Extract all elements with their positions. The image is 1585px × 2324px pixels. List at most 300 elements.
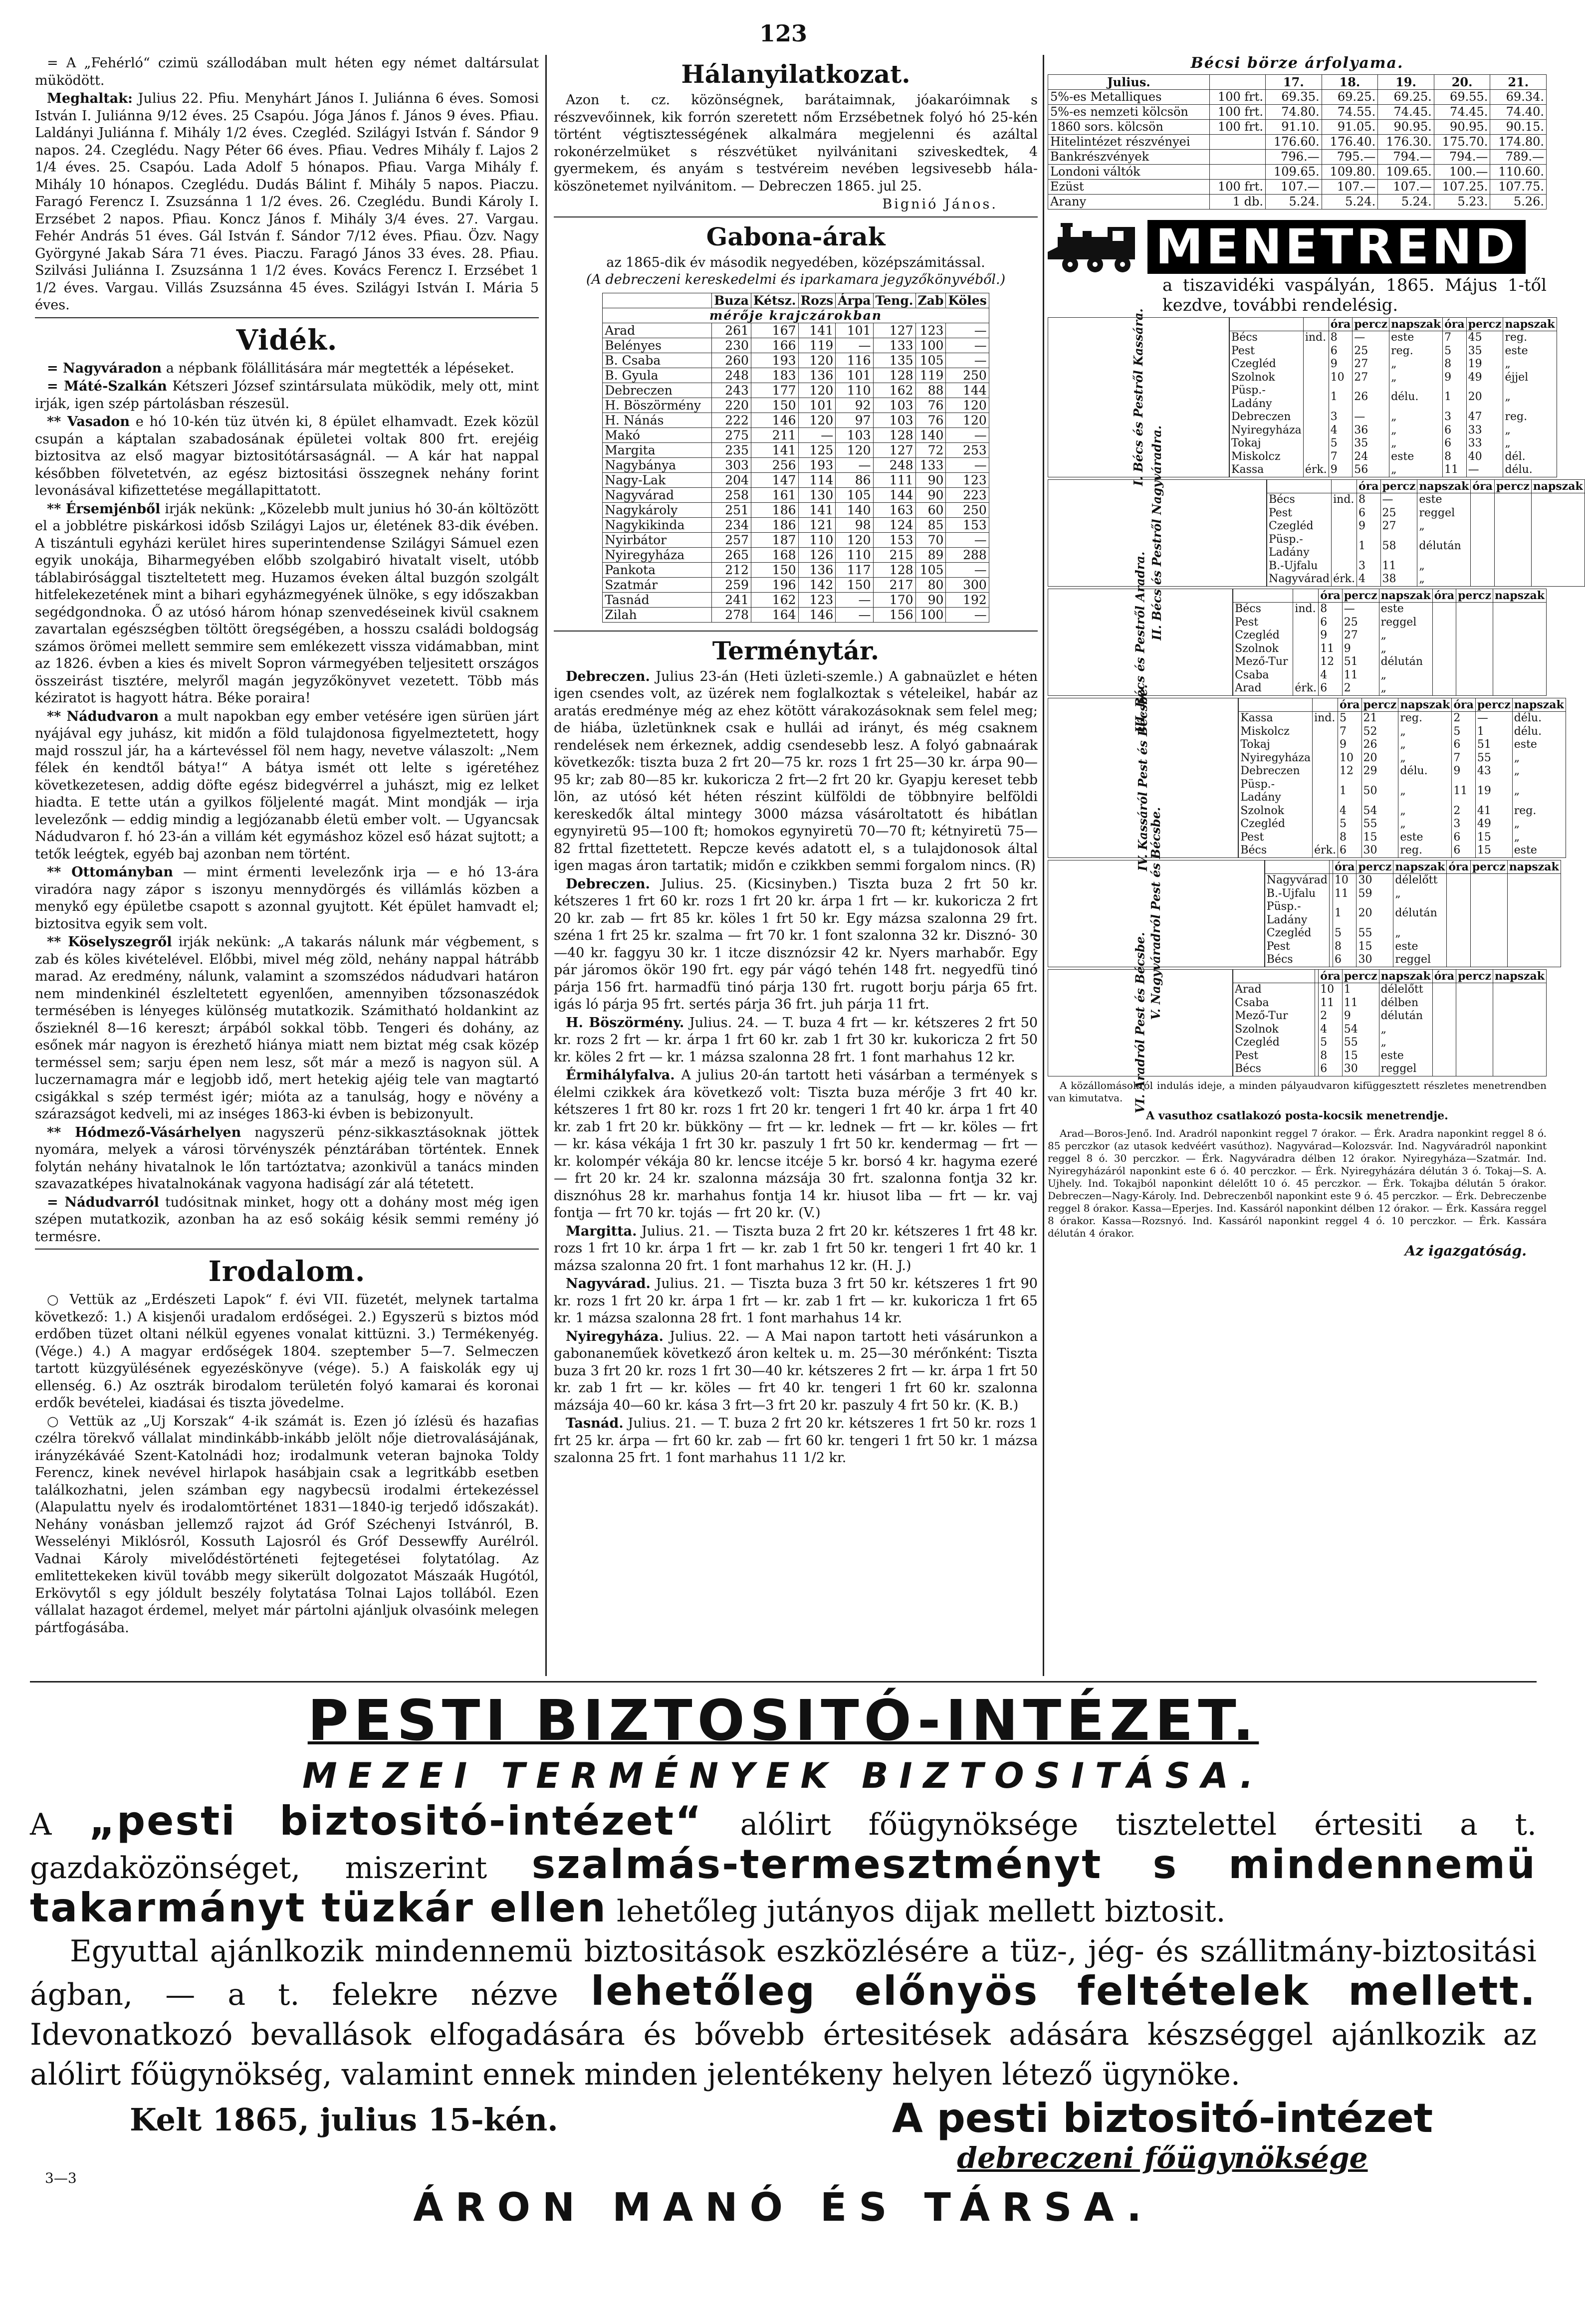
ad-signature-agency: debreczeni főügynöksége: [957, 2141, 1368, 2175]
timetable-cell: [1493, 1036, 1546, 1050]
divider: [554, 216, 1038, 217]
timetable-cell: [1447, 953, 1471, 967]
timetable-route-text: II. Bécs és Pestről Nagyváradra.: [1149, 425, 1164, 640]
timetable-cell: 6: [1452, 831, 1476, 845]
timetable-cell: 2: [1319, 1010, 1343, 1023]
news-lead: ** Köselyszegről: [47, 934, 172, 950]
timetable-cell: 1: [1338, 778, 1361, 805]
market-lead: Debreczen.: [566, 668, 650, 684]
timetable-header-cell: óra: [1443, 317, 1467, 331]
timetable-header-cell: napszak: [1493, 589, 1546, 603]
timetable-cell: [1315, 1023, 1319, 1037]
timetable-cell: 11: [1319, 997, 1343, 1010]
print-mark: 3—3: [45, 2170, 77, 2186]
timetable-cell: [1432, 1050, 1456, 1063]
timetable-cell: [1470, 874, 1507, 887]
timetable-header-cell: percz: [1380, 479, 1417, 493]
grain-row: [603, 607, 989, 622]
market-text: Julius. 21. — Tiszta buza 2 frt 20 kr. kétszeres 1 frt 48 kr. rozs 1 frt 10 kr. árpa 1 frt — kr. zab 1 frt 50 kr. tengeri 1 frt 40 kr. 1 mázsa szalonna 20 frt. 1 font marhahus 12 kr. (H. J.): [554, 1223, 1038, 1273]
bourse-value-cell: 109.80.: [1322, 164, 1378, 179]
grain-price-cell: —: [946, 323, 989, 338]
timetable-cell: 5: [1333, 927, 1357, 940]
grain-city-cell: B. Csaba: [603, 353, 712, 368]
news-paragraph: [35, 864, 539, 933]
timetable-cell: [1507, 927, 1561, 940]
timetable-cell: ind.: [1313, 712, 1338, 725]
timetable-cell: 9: [1342, 642, 1379, 656]
grain-price-cell: 89: [915, 547, 946, 562]
grain-city-cell: Pankota: [603, 562, 712, 577]
timetable-station: Csaba: [1233, 669, 1293, 682]
timetable-cell: érk.: [1332, 573, 1357, 586]
bourse-value-cell: 174.80.: [1490, 134, 1547, 149]
timetable-route-label: [1048, 684, 1239, 871]
news-text: Kétszeri József szintársulata müködik, mely ott, mint irják, igen szép pártolásban részesül.: [35, 379, 539, 412]
timetable-cell: ind.: [1332, 493, 1357, 507]
timetable-cell: [1432, 997, 1456, 1010]
ad-date: Kelt 1865, julius 15-kén.: [130, 2102, 558, 2138]
timetable-cell: 9: [1342, 1010, 1379, 1023]
timetable-route-label: [1048, 551, 1233, 733]
grain-city-cell: Makó: [603, 427, 712, 442]
timetable-cell: 4: [1319, 669, 1343, 682]
timetable-cell: [1493, 1010, 1546, 1023]
timetable-header-cell: percz: [1342, 589, 1379, 603]
timetable-station: Mező-Tur: [1233, 1010, 1315, 1023]
timetable-station: Kassa: [1229, 463, 1303, 477]
timetable-cell: 25: [1342, 616, 1379, 630]
grain-price-cell: 135: [873, 353, 915, 368]
timetable-cell: 20: [1466, 384, 1503, 411]
timetable-cell: 55: [1475, 752, 1512, 765]
timetable-cell: 8: [1319, 603, 1343, 616]
timetable-cell: 10: [1319, 983, 1343, 997]
grain-price-cell: 256: [751, 457, 798, 472]
grain-price-cell: 234: [712, 517, 751, 532]
timetable-cell: [1303, 384, 1329, 411]
bourse-value-cell: 90.95.: [1378, 119, 1434, 134]
timetable-header-cell: óra: [1447, 860, 1471, 874]
timetable-station: Nagyvárad: [1265, 874, 1330, 887]
timetable-station: Arad: [1233, 682, 1293, 695]
bourse-value-cell: 176.40.: [1322, 134, 1378, 149]
timetable-cell: délben: [1379, 997, 1432, 1010]
timetable-header-cell: napszak: [1503, 317, 1557, 331]
timetable-cell: 6: [1452, 844, 1476, 857]
divider: [30, 1681, 1537, 1683]
timetable-cell: 20: [1361, 752, 1398, 765]
timetable-cell: „: [1389, 424, 1443, 437]
grain-price-cell: 119: [798, 338, 836, 353]
grain-price-cell: 110: [836, 547, 873, 562]
timetable-cell: [1432, 642, 1456, 656]
timetable-cell: 11: [1319, 642, 1343, 656]
timetable-cell: [1507, 940, 1561, 954]
timetable-cell: [1329, 900, 1333, 927]
timetable-station: Tokaj: [1229, 437, 1303, 450]
timetable-cell: „: [1503, 384, 1557, 411]
news-paragraph: [35, 1194, 539, 1246]
bourse-value-cell: 109.65.: [1378, 164, 1434, 179]
timetable-cell: 21: [1361, 712, 1398, 725]
news-lead: ** Hódmező-Vásárhelyen: [47, 1124, 241, 1140]
bourse-value-cell: 5.24.: [1322, 194, 1378, 209]
timetable-cell: [1315, 983, 1319, 997]
timetable-header-cell: percz: [1470, 860, 1507, 874]
timetable-banner: [1048, 214, 1547, 279]
timetable-cell: [1303, 450, 1329, 464]
grain-price-cell: 126: [798, 547, 836, 562]
grain-price-cell: 98: [836, 517, 873, 532]
timetable-cell: 5: [1338, 818, 1361, 831]
timetable-cell: „: [1398, 778, 1452, 805]
timetable-header-cell: óra: [1432, 589, 1456, 603]
timetable-cell: [1493, 616, 1546, 630]
timetable-cell: 4: [1338, 805, 1361, 818]
grain-price-cell: 163: [873, 502, 915, 517]
timetable-cell: 4: [1357, 573, 1380, 586]
timetable-cell: [1447, 874, 1471, 887]
bourse-value-cell: 5.23.: [1434, 194, 1490, 209]
timetable-cell: 5: [1329, 437, 1353, 450]
market-paragraph: [554, 1015, 1038, 1066]
grain-price-cell: 167: [751, 323, 798, 338]
timetable-cell: „: [1512, 765, 1566, 778]
grain-price-cell: —: [946, 532, 989, 547]
timetable-cell: [1293, 616, 1319, 630]
grain-price-cell: 141: [798, 323, 836, 338]
grain-price-cell: 100: [915, 338, 946, 353]
grain-city-cell: Nagykikinda: [603, 517, 712, 532]
market-paragraph: [554, 1067, 1038, 1222]
grain-price-cell: 146: [798, 607, 836, 622]
bourse-value-cell: 1 db.: [1210, 194, 1266, 209]
grain-city-cell: Nagyvárad: [603, 487, 712, 502]
grain-price-cell: 85: [915, 517, 946, 532]
timetable-header-cell: óra: [1329, 317, 1353, 331]
grain-price-cell: 127: [873, 442, 915, 457]
grain-price-cell: 128: [873, 368, 915, 383]
bourse-value-cell: 74.40.: [1490, 104, 1547, 119]
grain-price-cell: 170: [873, 592, 915, 607]
timetable-station: Miskolcz: [1238, 725, 1312, 739]
page-number: 123: [759, 20, 808, 47]
timetable-cell: „: [1398, 725, 1452, 739]
grain-price-cell: 110: [836, 383, 873, 398]
grain-price-cell: 120: [836, 442, 873, 457]
news-text: e hó 10-kén tüz ütvén ki, 8 épület elhamvadt. Ezek közül csupán a káptalan szabadosának épületei voltak 800 frt. erejéig biztositva az első magyar biztositótársaságnál. — A kár hat nappal későbben fölvetetvén, az egész biztositási összegnek nehány forint levonásával kifizettetése megállapittatott.: [35, 414, 539, 498]
grain-city-cell: Nagy-Lak: [603, 472, 712, 487]
timetable-cell: [1456, 1062, 1493, 1076]
grain-price-cell: —: [946, 338, 989, 353]
bourse-value-cell: 69.55.: [1434, 89, 1490, 104]
timetable-cell: 26: [1361, 738, 1398, 752]
timetable-cell: [1531, 507, 1585, 520]
column-left: [35, 55, 539, 1638]
column-divider: [1043, 55, 1044, 1676]
grain-header-cell: Rozs: [798, 293, 836, 308]
grain-price-table: [602, 293, 989, 623]
news-paragraph: [35, 360, 539, 378]
insurance-advertisement: [30, 1689, 1537, 2235]
timetable-cell: délután: [1379, 655, 1432, 669]
timetable-cell: [1332, 507, 1357, 520]
timetable-cell: [1493, 682, 1546, 695]
deaths-lead: Meghaltak:: [47, 91, 133, 106]
news-text: — mint érmenti levelezőnk irja — e hó 13-ára viradóra nagy zápor s iszonyu mennydörgés és villámlás közben a menykő egy épületbe csapott s azonnal gyujtott. Két épület hamvadt el; biztositva egyik sem volt.: [35, 864, 539, 932]
divider: [35, 1249, 539, 1250]
timetable-cell: „: [1379, 682, 1432, 695]
timetable-cell: [1456, 1050, 1493, 1063]
news-paragraph: = A „Fehérló“ czimü szállodában mult héten egy német daltársulat müködött.: [35, 55, 539, 88]
ad-title: PESTI BIZTOSITÓ-INTÉZET.: [307, 1689, 1259, 1753]
timetable-header-row: [1048, 969, 1547, 983]
timetable-cell: 7: [1338, 725, 1361, 739]
grain-price-cell: 101: [836, 368, 873, 383]
timetable-station: B.-Ujfalu: [1265, 887, 1330, 901]
grain-header-cell: Zab: [915, 293, 946, 308]
timetable-cell: „: [1398, 738, 1452, 752]
grain-price-cell: 166: [751, 338, 798, 353]
bourse-header-row: [1048, 74, 1547, 89]
timetable-cell: 51: [1342, 655, 1379, 669]
timetable-header-cell: [1233, 969, 1315, 983]
timetable-cell: 9: [1329, 358, 1353, 371]
timetable-cell: „: [1503, 358, 1557, 371]
timetable-station: Czegléd: [1267, 520, 1332, 533]
timetable-header-cell: napszak: [1512, 698, 1566, 712]
ad-text: A: [30, 1807, 89, 1842]
bourse-name-cell: 5%-es nemzeti kölcsön: [1048, 104, 1210, 119]
timetable-cell: [1329, 874, 1333, 887]
bourse-header-cell: Julius.: [1048, 74, 1210, 89]
grain-price-cell: 147: [751, 472, 798, 487]
timetable-cell: [1293, 655, 1319, 669]
timetable-cell: [1531, 560, 1585, 573]
grain-price-cell: 230: [712, 338, 751, 353]
market-paragraph: [554, 1328, 1038, 1415]
timetable-header-cell: percz: [1357, 860, 1393, 874]
timetable-cell: 10: [1333, 874, 1357, 887]
timetable-cell: 15: [1357, 940, 1393, 954]
bourse-value-cell: 91.05.: [1322, 119, 1378, 134]
timetable-header-cell: napszak: [1493, 969, 1546, 983]
timetable-station: Czegléd: [1265, 927, 1330, 940]
grain-row: [603, 353, 989, 368]
grain-price-cell: 164: [751, 607, 798, 622]
section-title-halanyilatkozat: Hálanyilatkozat.: [681, 59, 910, 89]
grain-city-cell: Belényes: [603, 338, 712, 353]
timetable-cell: 6: [1319, 616, 1343, 630]
timetable-cell: —: [1466, 463, 1503, 477]
grain-price-cell: 196: [751, 577, 798, 592]
timetable-station: Czegléd: [1233, 1036, 1315, 1050]
timetable-cell: 5: [1319, 1036, 1343, 1050]
timetable-cell: 43: [1475, 765, 1512, 778]
news-lead: ** Nádudvaron: [47, 708, 159, 724]
news-paragraph: [35, 378, 539, 413]
timetable-station: Czegléd: [1233, 629, 1293, 642]
grain-price-cell: 261: [712, 323, 751, 338]
grain-price-cell: 127: [873, 323, 915, 338]
grain-row: [603, 442, 989, 457]
grain-price-cell: 136: [798, 368, 836, 383]
timetable-cell: „: [1379, 629, 1432, 642]
grain-price-cell: 101: [798, 398, 836, 413]
grain-city-cell: Nagybánya: [603, 457, 712, 472]
timetable-cell: 29: [1361, 765, 1398, 778]
grain-unit-row: mérője krajczárokban: [603, 308, 989, 323]
bourse-value-cell: 789.—: [1490, 149, 1547, 164]
timetable-cell: este: [1379, 1050, 1432, 1063]
market-lead: Nyiregyháza.: [566, 1328, 664, 1344]
timetable-station: Pest: [1229, 345, 1303, 358]
grain-price-cell: 222: [712, 413, 751, 427]
timetable-cell: 30: [1342, 1062, 1379, 1076]
management-signature: Az igazgatóság.: [1404, 1243, 1527, 1259]
ad-text: Idevonatkozó bevallások elfogadására és bővebb értesitések adására készséggel ajánlkozik az alólirt főügynökség, valamint ennek minden jelentékeny helyen létező ügynöke.: [30, 2017, 1537, 2092]
bourse-value-cell: 110.60.: [1490, 164, 1547, 179]
timetable-cell: 30: [1357, 953, 1393, 967]
bourse-row: [1048, 164, 1547, 179]
deaths-paragraph: [35, 90, 539, 314]
grain-row: [603, 383, 989, 398]
grain-price-cell: 215: [873, 547, 915, 562]
timetable-cell: „: [1393, 927, 1447, 940]
timetable-cell: 49: [1475, 818, 1512, 831]
timetable-cell: ind.: [1293, 603, 1319, 616]
grain-price-cell: 76: [915, 413, 946, 427]
grain-price-cell: 275: [712, 427, 751, 442]
timetable-cell: 9: [1357, 520, 1380, 533]
timetable-station: Szolnok: [1238, 805, 1312, 818]
timetable-station: Nyiregyháza: [1229, 424, 1303, 437]
timetable-header-cell: napszak: [1393, 860, 1447, 874]
market-text: A julius 20-án tartott heti vásárban a termények s élelmi czikkek ára következő volt: Tiszta buza mérője 3 frt 40 kr. kétszeres 1 frt 80 kr. rozs 1 frt 20 kr. tengeri 1 frt 40 kr. árpa 1 frt 40 kr. zab 1 frt 20 kr. bükköny — frt — kr. lednek — frt — kr. köles — frt — kr. kása vékája 1 frt 30 kr. paszuly 1 frt 50 kr. kendermag — frt — kr. kolompér vékája 80 kr. lencse itcéje 5 kr. borsó 4 kr. hagyma ezeré — frt 20 kr. 24 kr. szalonna mázsája 30 frt. szalonna fontja 32 kr. disznóhus 28 kr. marhahus fontja 14 kr. hiusot liba — frt — kr. vaj fontja — frt 70 kr. tojás — frt 20 kr. (V.): [554, 1067, 1038, 1221]
ad-text: lehetőleg jutányos dijak mellett biztosit.: [607, 1894, 1226, 1929]
grain-price-cell: 128: [873, 427, 915, 442]
timetable-cell: 6: [1333, 953, 1357, 967]
timetable-cell: [1432, 1062, 1456, 1076]
bourse-row: [1048, 119, 1547, 134]
timetable-header-cell: [1229, 317, 1303, 331]
timetable-cell: [1493, 629, 1546, 642]
grain-price-cell: 90: [915, 472, 946, 487]
timetable-cell: 1: [1443, 384, 1467, 411]
timetable-cell: este: [1389, 450, 1443, 464]
timetable-cell: „: [1379, 669, 1432, 682]
market-paragraph: [554, 1223, 1038, 1275]
grain-row: [603, 517, 989, 532]
grain-price-cell: 76: [915, 398, 946, 413]
ad-emphasis: lehetőleg előnyös feltételek mellett.: [590, 1968, 1537, 2014]
timetable-header-row: [1048, 317, 1557, 331]
timetable-cell: este: [1379, 603, 1432, 616]
timetable-cell: [1494, 507, 1531, 520]
timetable-cell: reg.: [1389, 345, 1443, 358]
timetable-cell: 35: [1353, 437, 1389, 450]
timetable-station: Püsp.-Ladány: [1265, 900, 1330, 927]
grain-price-cell: 153: [946, 517, 989, 532]
grain-price-cell: 250: [946, 502, 989, 517]
timetable-route-text: I. Bécs és Pestről Kassára.: [1131, 308, 1145, 486]
grain-price-cell: 97: [836, 413, 873, 427]
timetable-cell: [1303, 437, 1329, 450]
timetable-cell: [1456, 669, 1493, 682]
news-text: a mult napokban egy ember vetésére igen sürüen járt nyájával egy juhász, kit midőn a föld tulajdonosa figyelmeztetett, hogy majd rosszul jár, ha a kártevéssel föl nem hagy, nevetve válaszolt: „Nem félek én kendtől bátya!“ A bátya ismét ott lelte s igéretéhez következetesen, addig döfte egész bidegvérrel a juhászt, mig ez lelket hiadta. E tette után a gyilkos följelenté magát. Mint mondják — irja levelezőnk — eddig mindig a legjózanabb életü ember volt. — Ugyancsak Nádudvaron f. hó 23-án a villám két egymáshoz közel eső házat sujtott; a tetők leégtek, egyéb baj azonban nem történt.: [35, 708, 539, 862]
timetable-cell: 27: [1353, 371, 1389, 385]
timetable-cell: [1315, 997, 1319, 1010]
timetable-cell: [1493, 1062, 1546, 1076]
grain-price-cell: —: [798, 427, 836, 442]
market-paragraph: [554, 876, 1038, 1014]
grain-row: [603, 577, 989, 592]
timetable-cell: 11: [1452, 778, 1476, 805]
grain-row: [603, 592, 989, 607]
grain-price-cell: 241: [712, 592, 751, 607]
grain-price-cell: 105: [915, 562, 946, 577]
grain-row: [603, 457, 989, 472]
timetable-station: Nyiregyháza: [1238, 752, 1312, 765]
timetable-cell: [1432, 655, 1456, 669]
grain-price-cell: 120: [798, 383, 836, 398]
timetable-cell: 19: [1475, 778, 1512, 805]
timetable-cell: 11: [1342, 669, 1379, 682]
timetable-cell: reggel: [1393, 953, 1447, 967]
grain-header-cell: Köles: [946, 293, 989, 308]
timetable-cell: 6: [1338, 844, 1361, 857]
grain-price-cell: 72: [915, 442, 946, 457]
timetable-cell: 54: [1361, 805, 1398, 818]
market-paragraph: [554, 668, 1038, 875]
timetable-station: Püsp.-Ladány: [1267, 533, 1332, 560]
bourse-header-cell: 21.: [1490, 74, 1547, 89]
timetable-header-row: [1048, 860, 1561, 874]
timetable-cell: [1313, 752, 1338, 765]
grain-price-cell: 120: [836, 532, 873, 547]
timetable-cell: [1432, 1010, 1456, 1023]
timetable-cell: 55: [1357, 927, 1393, 940]
grain-price-cell: 60: [915, 502, 946, 517]
timetable-header-cell: óra: [1452, 698, 1476, 712]
divider: [35, 317, 539, 318]
timetable-header-cell: napszak: [1379, 969, 1432, 983]
grain-price-cell: 103: [873, 413, 915, 427]
grain-price-cell: 186: [751, 502, 798, 517]
bourse-value-cell: [1210, 149, 1266, 164]
timetable-cell: [1493, 603, 1546, 616]
timetable-station: Bécs: [1238, 844, 1312, 857]
grain-price-cell: —: [946, 562, 989, 577]
timetable-cell: „: [1512, 752, 1566, 765]
grain-price-cell: 153: [873, 532, 915, 547]
timetable-header-cell: [1315, 969, 1319, 983]
timetable-header-cell: percz: [1456, 969, 1493, 983]
bourse-value-cell: [1210, 164, 1266, 179]
timetable-header-cell: percz: [1456, 589, 1493, 603]
timetable-station: B.-Ujfalu: [1267, 560, 1332, 573]
timetable-cell: [1432, 1023, 1456, 1037]
grain-city-cell: Zilah: [603, 607, 712, 622]
timetable-station: Pest: [1233, 1050, 1315, 1063]
grain-price-cell: 105: [915, 353, 946, 368]
timetable-cell: [1456, 997, 1493, 1010]
timetable-cell: [1507, 874, 1561, 887]
timetable-cell: 15: [1475, 831, 1512, 845]
grain-price-cell: 217: [873, 577, 915, 592]
timetable-cell: [1494, 520, 1531, 533]
grain-city-cell: Tasnád: [603, 592, 712, 607]
